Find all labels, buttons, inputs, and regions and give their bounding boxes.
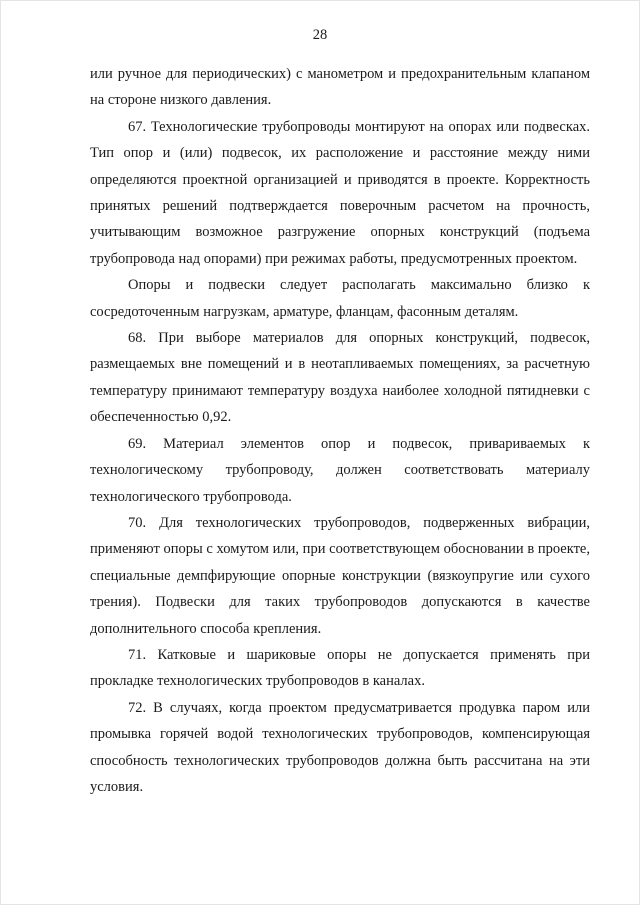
paragraph-item-69: 69. Материал элементов опор и подвесок, привариваемых к технологическому трубопроводу, должен соответствовать материалу технологического трубопровода. bbox=[90, 435, 590, 505]
paragraph-item-67: 67. Технологические трубопроводы монтируют на опорах или подвесках. Тип опор и (или) подвесок, их расположение и расстояние между ними определяются проектной организацией и приводятся в проекте. Корректность принятых решений подтверждается поверочным расчетом на прочность, учитывающим возможное разгружение опорных конструкций (подъема трубопровода над опорами) при режимах работы, предусмотренных проектом. bbox=[90, 118, 590, 267]
body-text bbox=[90, 61, 590, 800]
paragraph-item-68: 68. При выборе материалов для опорных конструкций, подвесок, размещаемых вне помещений и в неотапливаемых помещениях, за расчетную температуру принимают температуру воздуха наиболее холодной пятидневки с обеспеченностью 0,92. bbox=[90, 330, 590, 426]
paragraph-item-72: 72. В случаях, когда проектом предусматривается продувка паром или промывка горячей водой технологических трубопроводов, компенсирующая способность технологических трубопроводов должна быть рассчитана на эти условия. bbox=[90, 699, 590, 795]
paragraph-supports-placement: Опоры и подвески следует располагать максимально близко к сосредоточенным нагрузкам, арматуре, фланцам, фасонным деталям. bbox=[90, 277, 590, 320]
paragraph-item-70: 70. Для технологических трубопроводов, подверженных вибрации, применяют опоры с хомутом или, при соответствующем обосновании в проекте, специальные демпфирующие опорные конструкции (вязкоупругие или сухого трения). Подвески для таких трубопроводов допускаются в качестве дополнительного способа крепления. bbox=[90, 514, 590, 637]
paragraph-item-71: 71. Катковые и шариковые опоры не допускается применять при прокладке технологических трубопроводов в каналах. bbox=[90, 646, 590, 690]
paragraph-continuation: или ручное для периодических) с манометром и предохранительным клапаном на стороне низкого давления. bbox=[90, 66, 590, 109]
page-number: 28 bbox=[312, 27, 328, 43]
